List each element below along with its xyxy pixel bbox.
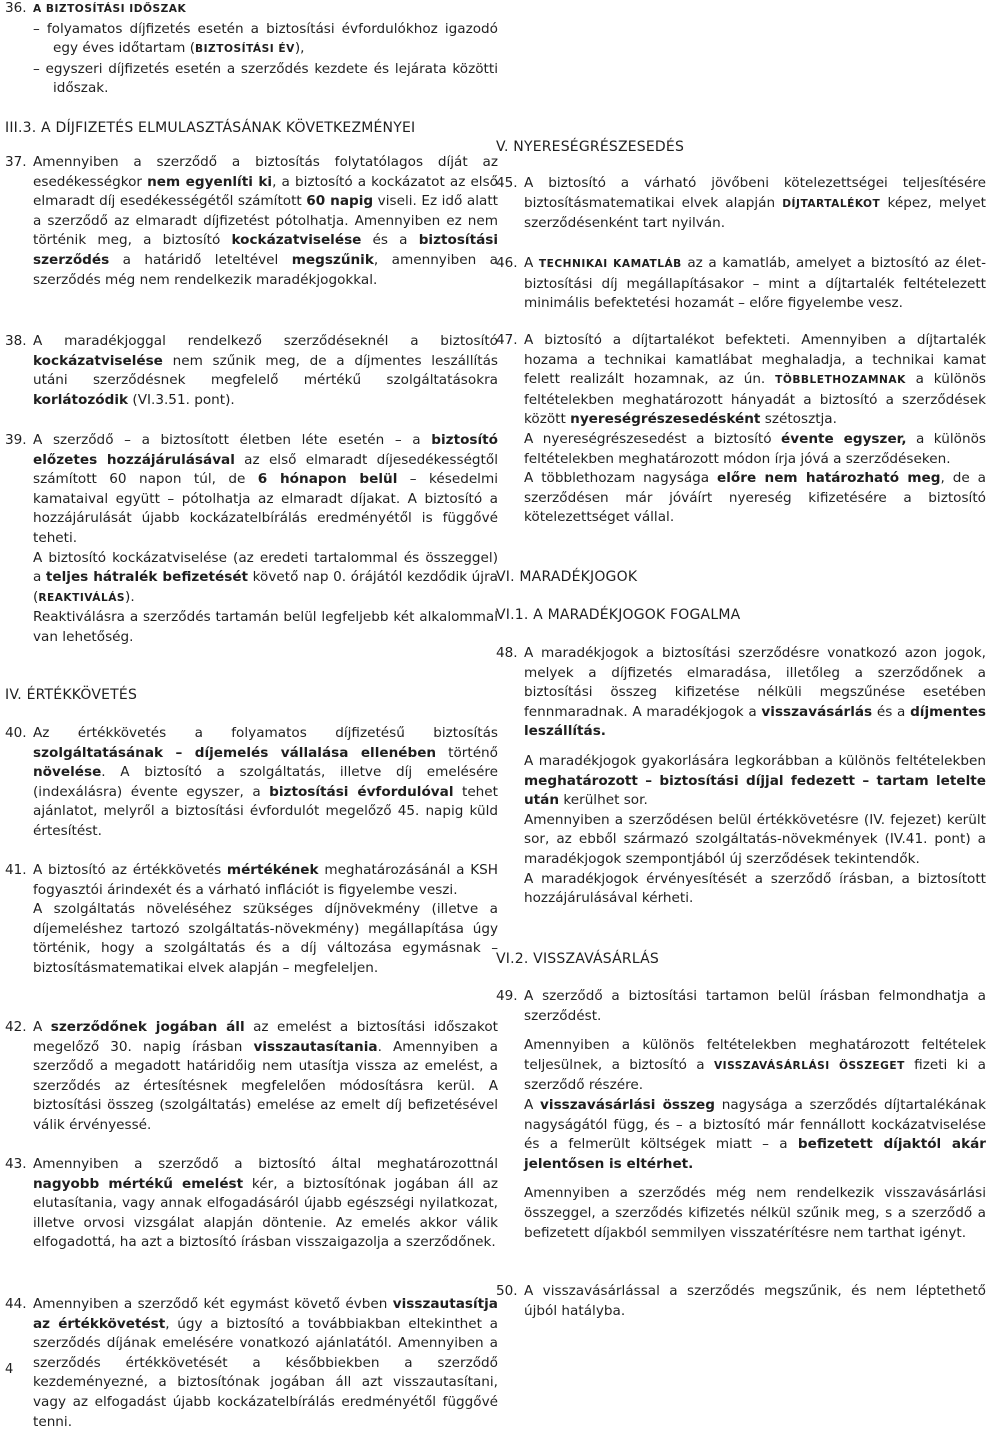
item-42-text: A szerződőnek jogában áll az emelést a biztosítási időszakot megelőző 30. napig írásban visszautasítania. Amennyiben a szerződő a megadott határidőig nem utasítja vissza az emelést, a szerződés az értesítésnek megfelelően módosításra kerül. A biztosítási összeg (szolgáltatás) emelése az emelt díj befizetésével válik érvényessé. [33, 1019, 499, 1133]
item-49-text-4: Amennyiben a szerződés még nem rendelkezik visszavásárlási összeggel, a szerződés kifizetés nélkül szűnik meg, s a szerződő a befizetett díjakból semmilyen visszatérítésre nem tarthat igényt. [524, 1185, 986, 1241]
item-47-text-2: A nyereségrészesedést a biztosító évente egyszer, a különös feltételekben meghatározott módon írja jóvá a szerződéseken. [524, 430, 986, 467]
item-number: 44. [5, 1296, 27, 1312]
item-43 [5, 1155, 498, 1253]
item-46-text: A TECHNIKAI KAMATLÁB az a kamatláb, amelyet a biztosító az életbiztosítási díj megállapításakor – mint a díjtartalék feltételezett minimális befektetési hozamát – előre figyelembe vesz. [524, 255, 986, 312]
section-heading-vi1: VI.1. A MARADÉKJOGOK FOGALMA [496, 607, 741, 623]
item-39-text-1: A szerződő – a biztosított életben léte esetén – a biztosító előzetes hozzájárulásával az első elmaradt díjesedékességtől számított 60 napon túl, de 6 hónapon belül – késedelmi kamataival együtt – pótolhatja az elmaradt díjakat. A biztosító a hozzájárulását újabb kockázatelbírálás eredményétől is függővé teheti. [33, 432, 498, 546]
item-number: 46. [496, 255, 518, 271]
item-49-text-1: A szerződő a biztosítási tartamon belül írásban felmondhatja a szerződést. [524, 988, 986, 1024]
section-heading-v: V. NYERESÉGRÉSZESEDÉS [496, 139, 685, 155]
item-number: 48. [496, 645, 518, 661]
item-number: 43. [5, 1156, 27, 1172]
item-44 [5, 1295, 498, 1432]
item-50 [496, 1282, 986, 1321]
section-heading-iv: IV. ÉRTÉKKÖVETÉS [5, 687, 138, 703]
section-heading-vi2: VI.2. VISSZAVÁSÁRLÁS [496, 951, 660, 967]
item-49-text-3: A visszavásárlási összeg nagysága a szerződés díjtartalékának nagyságától függ, és – a biztosító már fennállott kockázatviselése és a felmerült költségek miatt – a befizetett díjaktól akár jelentősen is eltérhet. [524, 1096, 986, 1172]
page-number: 4 [5, 1362, 14, 1377]
item-40-text: Az értékkövetés a folyamatos díjfizetésű biztosítás szolgáltatásának – díjemelés vállalása ellenében történő növelése. A biztosító a szolgáltatás, illetve díj emelésére (indexálásra) évente egyszer, a biztosítási évfordulóval tehet ajánlatot, melyről a biztosítási évfordulót megelőző 45. napig küld értesítést. [33, 725, 498, 839]
item-39-text-3: Reaktiválásra a szerződés tartamán belül legfeljebb két alkalommal van lehetőség. [33, 609, 498, 645]
item-number: 41. [5, 862, 27, 878]
item-number: 42. [5, 1019, 27, 1035]
item-37 [5, 153, 498, 290]
item-36-dash-1: – folyamatos díjfizetés esetén a biztosítási évfordulókhoz igazodó egy éves időtartam (BIZTOSÍTÁSI ÉV), [33, 20, 498, 57]
item-48 [496, 644, 986, 909]
item-39-text-2: A biztosító kockázatviselése (az eredeti tartalommal és összeggel) a teljes hátralék befizetését követő nap 0. órájától kezdődik újra (REAKTIVÁLÁS). [33, 549, 498, 605]
item-39 [5, 431, 498, 648]
item-number: 38. [5, 333, 27, 349]
item-number: 45. [496, 175, 518, 191]
item-48-text-2: A maradékjogok gyakorlására legkorábban a különös feltételekben meghatározott – biztosítási díjjal fedezett – tartam letelte után kerülhet sor. [524, 752, 986, 809]
item-47-text-3: A többlethozam nagysága előre nem határozható meg, de a szerződésen már jóváírt nyereség kifizetésére a biztosító kötelezettséget vállal. [524, 470, 986, 526]
item-36 [5, 0, 498, 99]
item-number: 39. [5, 432, 27, 448]
item-46 [496, 254, 986, 314]
item-number: 47. [496, 332, 518, 348]
item-36-title: A BIZTOSÍTÁSI IDŐSZAK [33, 3, 187, 15]
item-45 [496, 174, 986, 234]
item-number: 50. [496, 1283, 518, 1299]
item-48-text-3: Amennyiben a szerződésen belül értékkövetésre (IV. fejezet) került sor, az ebből származó szolgáltatás-növekmények (IV.41. pont) a maradékjogok szempontjából új szerződések tekintendők. [524, 811, 986, 867]
item-37-text: Amennyiben a szerződő a biztosítás folytatólagos díját az esedékességkor nem egyenlíti ki, a biztosító a kockázatot az első elmaradt díj esedékességétől számított 60 napig viseli. Ez idő alatt a szerződő az elmaradt díjfizetést pótolhatja. Amennyiben ez nem történik meg, a biztosító kockázatviselése és a biztosítási szerződés a határidő leteltével megszűnik, amennyiben a szerződés még nem rendelkezik maradékjogokkal. [33, 154, 498, 288]
section-heading-vi: VI. MARADÉKJOGOK [496, 569, 638, 585]
section-heading-iii3: III.3. A DÍJFIZETÉS ELMULASZTÁSÁNAK KÖVETKEZMÉNYEI [5, 120, 416, 136]
item-47-text-1: A biztosító a díjtartalékot befekteti. Amennyiben a díjtartalék hozama a technikai kamatlábat meghaladja, a technikai kamat felett realizált hozamnak, az ún. TÖBBLETHOZAMNAK a különös feltételekben meghatározott hányadát a biztosító a szerződések között nyereségrészesedésként szétosztja. [524, 332, 986, 428]
item-47 [496, 331, 986, 528]
item-number: 36. [5, 0, 27, 16]
item-48-text-4: A maradékjogok érvényesítését a szerződő írásban, a biztosított hozzájárulásával kérheti. [524, 870, 986, 907]
item-49-text-2: Amennyiben a különös feltételekben meghatározott feltételek teljesülnek, a biztosító a VISSZAVÁSÁRLÁSI ÖSSZEGET fizeti ki a szerződő részére. [524, 1037, 986, 1094]
item-41-text-1: A biztosító az értékkövetés mértékének meghatározásánál a KSH fogyasztói árindexét és a várható inflációt is figyelembe veszi. [33, 862, 498, 898]
item-41 [5, 861, 498, 979]
item-40 [5, 724, 498, 842]
item-42 [5, 1018, 498, 1136]
item-number: 40. [5, 725, 27, 741]
item-36-dash-2: – egyszeri díjfizetés esetén a szerződés kezdete és lejárata közötti időszak. [33, 60, 498, 97]
item-41-text-2: A szolgáltatás növeléséhez szükséges díjnövekmény (illetve a díjemeléshez tartozó szolgáltatás-növekmény) megállapítása úgy történik, hogy a szolgáltatás és a díj változása egymásnak – biztosításmatematikai elvek alapján – megfeleljen. [33, 901, 498, 976]
item-38-text: A maradékjoggal rendelkező szerződéseknél a biztosító kockázatviselése nem szűnik meg, de a díjmentes leszállítás utáni szerződésnek megfelelő mértékű szolgáltatásokra korlátozódik (VI.3.51. pont). [33, 333, 498, 408]
item-50-text: A visszavásárlással a szerződés megszűnik, és nem léptethető újból hatályba. [524, 1283, 986, 1319]
item-49 [496, 987, 986, 1243]
item-45-text: A biztosító a várható jövőbeni kötelezettségei teljesítésére biztosításmatematikai elvek alapján DÍJTARTALÉKOT képez, melyet szerződésenként tart nyilván. [524, 175, 986, 232]
item-44-text: Amennyiben a szerződő két egymást követő évben visszautasítja az értékkövetést, úgy a biztosító a továbbiakban eltekinthet a szerződés díjának emelésére vonatkozó ajánlatától. Amennyiben a szerződés értékkövetését a későbbiekben a szerződő kezdeményezné, a biztosítónak jogában áll azt visszautasítani, vagy az elfogadást újabb kockázatelbírálás eredményétől függővé tenni. [33, 1296, 498, 1430]
item-number: 49. [496, 988, 518, 1004]
item-43-text: Amennyiben a szerződő a biztosító által meghatározottnál nagyobb mértékű emelést kér, a biztosítónak jogában áll az elutasítania, vagy annak elfogadásáról újabb egészségi nyilatkozat, illetve orvosi vizsgálat alapján döntenie. Az emelés akkor válik elfogadottá, ha azt a biztosító írásban visszaigazolja a szerződőnek. [33, 1156, 498, 1251]
item-48-text-1: A maradékjogok a biztosítási szerződésre vonatkozó azon jogok, melyek a díjfizetés elmaradása, illetőleg a szerződőnek a biztosítási összeg kifizetése nélküli megszűnése esetében fennmaradnak. A maradékjogok a visszavásárlás és a díjmentes leszállítás. [524, 645, 986, 740]
item-number: 37. [5, 154, 27, 170]
item-38 [5, 332, 498, 410]
